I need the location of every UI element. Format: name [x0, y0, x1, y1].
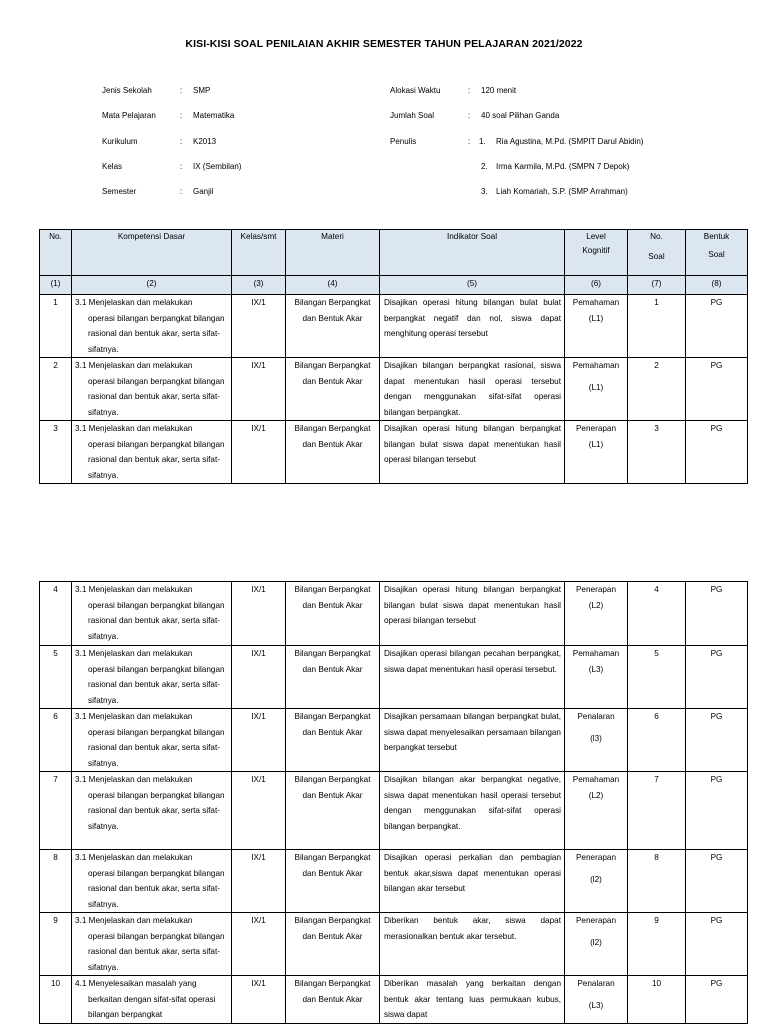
- level-label: Pemahaman: [572, 298, 620, 307]
- header-kd: Kompetensi Dasar: [72, 230, 232, 276]
- kd-rest: operasi bilangan berpangkat bilangan rasional dan bentuk akar, serta sifat-sifatnya.: [88, 600, 225, 641]
- kd-first-line: 3.1 Menjelaskan dan melakukan: [75, 649, 193, 658]
- cell-kelas: IX/1: [232, 850, 286, 913]
- writer-number: 2.: [481, 162, 488, 171]
- level-code: (L1): [588, 382, 604, 392]
- cell-no: 8: [40, 850, 72, 913]
- kd-first-line: 3.1 Menjelaskan dan melakukan: [75, 853, 193, 862]
- meta-value: 120 menit: [481, 86, 517, 95]
- cell-kd: [72, 582, 232, 646]
- column-number: (6): [565, 276, 628, 295]
- header-bentuk-line1: Bentuk: [703, 232, 730, 241]
- cell-indikator: Disajikan operasi hitung bilangan berpangkat bilangan bulat siswa dapat menentukan hasil operasi bilangan tersebut: [380, 421, 565, 484]
- meta-value: Ganjil: [193, 187, 214, 196]
- cell-bentuk: PG: [686, 358, 748, 421]
- header-bentuk: [686, 230, 748, 276]
- cell-level: [565, 295, 628, 358]
- level-code: (L3): [588, 1000, 604, 1010]
- column-number: (3): [232, 276, 286, 295]
- kd-first-line: 3.1 Menjelaskan dan melakukan: [75, 775, 193, 784]
- cell-level: [565, 709, 628, 772]
- cell-kd: [72, 295, 232, 358]
- cell-bentuk: PG: [686, 709, 748, 772]
- header-indikator: Indikator Soal: [380, 230, 565, 276]
- cell-materi: Bilangan Berpangkat dan Bentuk Akar: [286, 646, 380, 709]
- kd-rest: operasi bilangan berpangkat bilangan rasional dan bentuk akar, serta sifat-sifatnya.: [88, 868, 225, 909]
- cell-indikator: Disajikan operasi hitung bilangan bulat bulat berpangkat negatif dan nol, siswa dapat menghitung operasi tersebut: [380, 295, 565, 358]
- kd-rest: operasi bilangan berpangkat bilangan rasional dan bentuk akar, serta sifat-sifatnya.: [88, 664, 225, 705]
- kd-first-line: 3.1 Menjelaskan dan melakukan: [75, 298, 193, 307]
- meta-value: SMP: [193, 86, 211, 95]
- cell-no: 4: [40, 582, 72, 646]
- meta-sep: :: [180, 187, 183, 196]
- column-number: (4): [286, 276, 380, 295]
- header-kelas: Kelas/smt: [232, 230, 286, 276]
- kd-rest: operasi bilangan berpangkat bilangan rasional dan bentuk akar, serta sifat-sifatnya.: [88, 727, 225, 768]
- cell-bentuk: PG: [686, 913, 748, 976]
- cell-bentuk: PG: [686, 772, 748, 850]
- grid-table-1: [39, 229, 748, 484]
- meta-value: K2013: [193, 137, 217, 146]
- level-label: Pemahaman: [572, 361, 620, 370]
- level-label: Pemahaman: [572, 649, 620, 658]
- kd-first-line: 3.1 Menjelaskan dan melakukan: [75, 712, 193, 721]
- table-row: [40, 295, 748, 358]
- meta-sep: :: [468, 137, 471, 146]
- cell-kelas: IX/1: [232, 772, 286, 850]
- cell-nosoal: 6: [628, 709, 686, 772]
- meta-label: Mata Pelajaran: [102, 111, 156, 120]
- kd-rest: operasi bilangan berpangkat bilangan rasional dan bentuk akar, serta sifat-sifatnya.: [88, 376, 225, 417]
- cell-materi: Bilangan Berpangkat dan Bentuk Akar: [286, 709, 380, 772]
- kd-first-line: 3.1 Menjelaskan dan melakukan: [75, 424, 193, 433]
- cell-bentuk: PG: [686, 976, 748, 1024]
- cell-indikator: Disajikan bilangan akar berpangkat negative, siswa dapat menentukan hasil operasi tersebut dengan menggunakan sifat-sifat operasi bilangan berpangkat.: [380, 772, 565, 850]
- cell-level: [565, 976, 628, 1024]
- table-row: [40, 913, 748, 976]
- cell-nosoal: 10: [628, 976, 686, 1024]
- meta-value: IX (Sembilan): [193, 162, 242, 171]
- table-row: [40, 358, 748, 421]
- cell-nosoal: 7: [628, 772, 686, 850]
- header-nosoal: [628, 230, 686, 276]
- cell-kelas: IX/1: [232, 358, 286, 421]
- column-number: (7): [628, 276, 686, 295]
- cell-nosoal: 1: [628, 295, 686, 358]
- header-level-line2: Kognitif: [582, 246, 610, 255]
- column-number: (5): [380, 276, 565, 295]
- cell-indikator: Diberikan masalah yang berkaitan dengan bentuk akar tentang luas permukaan kubus, siswa dapat: [380, 976, 565, 1024]
- cell-kelas: IX/1: [232, 709, 286, 772]
- meta-sep: :: [468, 86, 471, 95]
- cell-materi: Bilangan Berpangkat dan Bentuk Akar: [286, 421, 380, 484]
- kd-rest: operasi bilangan berpangkat bilangan rasional dan bentuk akar, serta sifat-sifatnya.: [88, 790, 225, 831]
- table-row: [40, 709, 748, 772]
- writer-name: Ria Agustina, M.Pd. (SMPIT Darul Abidin): [496, 137, 644, 146]
- cell-materi: Bilangan Berpangkat dan Bentuk Akar: [286, 976, 380, 1024]
- meta-label: Jenis Sekolah: [102, 86, 152, 95]
- level-code: (L2): [588, 600, 604, 610]
- table-row: [40, 772, 748, 850]
- column-number: (2): [72, 276, 232, 295]
- level-code: (L3): [588, 664, 604, 674]
- meta-sep: :: [180, 86, 183, 95]
- cell-kelas: IX/1: [232, 913, 286, 976]
- level-code: (l3): [590, 733, 602, 743]
- table-row: [40, 850, 748, 913]
- level-label: Penalaran: [577, 712, 615, 721]
- level-label: Pemahaman: [572, 775, 620, 784]
- cell-bentuk: PG: [686, 850, 748, 913]
- cell-nosoal: 8: [628, 850, 686, 913]
- cell-nosoal: 9: [628, 913, 686, 976]
- cell-kelas: IX/1: [232, 646, 286, 709]
- cell-bentuk: PG: [686, 582, 748, 646]
- cell-nosoal: 3: [628, 421, 686, 484]
- kd-first-line: 3.1 Menjelaskan dan melakukan: [75, 585, 193, 594]
- header-level-line1: Level: [586, 232, 606, 241]
- cell-level: [565, 646, 628, 709]
- cell-level: [565, 913, 628, 976]
- header-level: [565, 230, 628, 276]
- cell-indikator: Disajikan operasi bilangan pecahan berpangkat, siswa dapat menentukan hasil operasi tersebut.: [380, 646, 565, 709]
- column-number-row: [40, 276, 748, 295]
- cell-nosoal: 2: [628, 358, 686, 421]
- cell-materi: Bilangan Berpangkat dan Bentuk Akar: [286, 358, 380, 421]
- kd-first-line: 3.1 Menjelaskan dan melakukan: [75, 916, 193, 925]
- cell-kd: [72, 358, 232, 421]
- column-number: (1): [40, 276, 72, 295]
- cell-kelas: IX/1: [232, 976, 286, 1024]
- cell-kd: [72, 646, 232, 709]
- cell-materi: Bilangan Berpangkat dan Bentuk Akar: [286, 582, 380, 646]
- table-row: [40, 421, 748, 484]
- level-label: Penerapan: [575, 916, 617, 925]
- table-row: [40, 976, 748, 1024]
- cell-nosoal: 4: [628, 582, 686, 646]
- grid-table-2: [39, 581, 748, 1024]
- meta-sep: :: [180, 162, 183, 171]
- meta-label: Kurikulum: [102, 137, 138, 146]
- cell-level: [565, 850, 628, 913]
- header-bentuk-line2: Soal: [708, 250, 725, 259]
- header-nosoal-line1: No.: [650, 232, 663, 241]
- cell-materi: Bilangan Berpangkat dan Bentuk Akar: [286, 772, 380, 850]
- meta-label: Penulis: [390, 137, 417, 146]
- page-title: KISI-KISI SOAL PENILAIAN AKHIR SEMESTER TAHUN PELAJARAN 2021/2022: [185, 38, 583, 50]
- cell-no: 6: [40, 709, 72, 772]
- cell-nosoal: 5: [628, 646, 686, 709]
- kd-rest: operasi bilangan berpangkat bilangan rasional dan bentuk akar, serta sifat-sifatnya.: [88, 313, 225, 354]
- column-number: (8): [686, 276, 748, 295]
- level-code: (L2): [588, 790, 604, 800]
- cell-no: 2: [40, 358, 72, 421]
- cell-level: [565, 772, 628, 850]
- kd-rest: operasi bilangan berpangkat bilangan rasional dan bentuk akar, serta sifat-sifatnya.: [88, 931, 225, 972]
- cell-no: 7: [40, 772, 72, 850]
- level-code: (L1): [588, 313, 604, 323]
- kd-first-line: 4.1 Menyelesaikan masalah yang: [75, 979, 197, 988]
- writer-name: Liah Komariah, S.P. (SMP Arrahman): [496, 187, 628, 196]
- cell-kd: [72, 976, 232, 1024]
- writer-name: Irma Karmila, M.Pd. (SMPN 7 Depok): [496, 162, 630, 171]
- level-code: (l2): [590, 874, 602, 884]
- meta-label: Jumlah Soal: [390, 111, 435, 120]
- meta-label: Kelas: [102, 162, 123, 171]
- header-materi: Materi: [286, 230, 380, 276]
- cell-level: [565, 358, 628, 421]
- level-code: (l2): [590, 937, 602, 947]
- cell-indikator: Disajikan bilangan berpangkat rasional, siswa dapat menentukan hasil operasi tersebut dengan menggunakan sifat-sifat operasi bilangan berpangkat.: [380, 358, 565, 421]
- cell-bentuk: PG: [686, 295, 748, 358]
- writer-number: 1.: [479, 137, 486, 146]
- cell-kd: [72, 913, 232, 976]
- cell-kelas: IX/1: [232, 295, 286, 358]
- cell-bentuk: PG: [686, 421, 748, 484]
- header-no: No.: [40, 230, 72, 276]
- meta-sep: :: [180, 137, 183, 146]
- level-label: Penalaran: [577, 979, 615, 988]
- level-code: (L1): [588, 439, 604, 449]
- cell-kd: [72, 421, 232, 484]
- cell-indikator: Disajikan operasi hitung bilangan berpangkat bilangan bulat siswa dapat menentukan hasil operasi bilangan tersebut: [380, 582, 565, 646]
- cell-bentuk: PG: [686, 646, 748, 709]
- level-label: Penerapan: [575, 585, 617, 594]
- cell-kd: [72, 772, 232, 850]
- writer-number: 3.: [481, 187, 488, 196]
- cell-level: [565, 421, 628, 484]
- table-row: [40, 646, 748, 709]
- level-label: Penerapan: [575, 853, 617, 862]
- cell-kelas: IX/1: [232, 582, 286, 646]
- cell-materi: Bilangan Berpangkat dan Bentuk Akar: [286, 913, 380, 976]
- kd-first-line: 3.1 Menjelaskan dan melakukan: [75, 361, 193, 370]
- meta-value: 40 soal Pilihan Ganda: [481, 111, 560, 120]
- cell-indikator: Disajikan persamaan bilangan berpangkat bulat, siswa dapat menyelesaikan persamaan bilangan berpangkat tersebut: [380, 709, 565, 772]
- header-nosoal-line2: Soal: [648, 252, 665, 261]
- table-header-row: [40, 230, 748, 276]
- cell-no: 3: [40, 421, 72, 484]
- table-row: [40, 582, 748, 646]
- cell-kd: [72, 709, 232, 772]
- cell-materi: Bilangan Berpangkat dan Bentuk Akar: [286, 850, 380, 913]
- level-label: Penerapan: [575, 424, 617, 433]
- meta-value: Matematika: [193, 111, 235, 120]
- cell-no: 5: [40, 646, 72, 709]
- cell-no: 10: [40, 976, 72, 1024]
- cell-indikator: Disajikan operasi perkalian dan pembagian bentuk akar,siswa dapat menentukan operasi bilangan akar tersebut: [380, 850, 565, 913]
- kd-rest: berkaitan dengan sifat-sifat operasi bilangan berpangkat: [88, 994, 216, 1019]
- cell-no: 1: [40, 295, 72, 358]
- meta-label: Semester: [102, 187, 137, 196]
- cell-materi: Bilangan Berpangkat dan Bentuk Akar: [286, 295, 380, 358]
- meta-sep: :: [468, 111, 471, 120]
- cell-level: [565, 582, 628, 646]
- kd-rest: operasi bilangan berpangkat bilangan rasional dan bentuk akar, serta sifat-sifatnya.: [88, 439, 225, 480]
- cell-kelas: IX/1: [232, 421, 286, 484]
- meta-label: Alokasi Waktu: [390, 86, 441, 95]
- cell-kd: [72, 850, 232, 913]
- cell-indikator: Diberikan bentuk akar, siswa dapat merasionalkan bentuk akar tersebut.: [380, 913, 565, 976]
- cell-no: 9: [40, 913, 72, 976]
- meta-sep: :: [180, 111, 183, 120]
